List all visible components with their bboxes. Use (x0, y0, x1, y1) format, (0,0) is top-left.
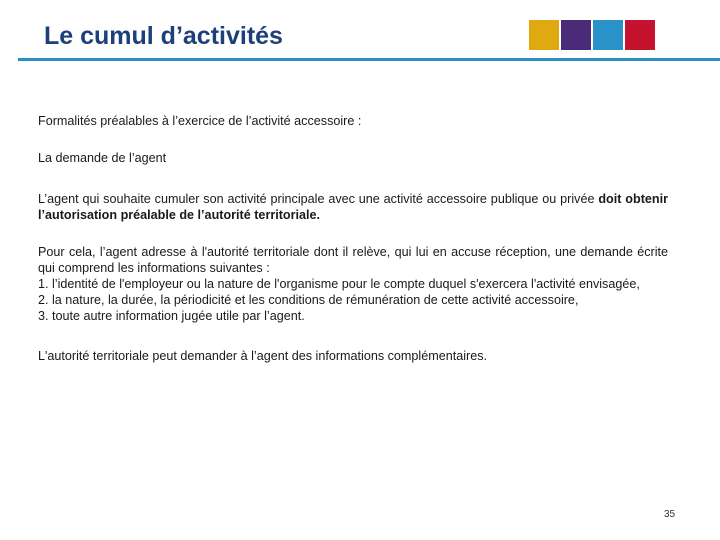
intro-text: Formalités préalables à l’exercice de l’activité accessoire : (38, 114, 362, 128)
authorization-bold-text: doit obtenir l’autorisation préalable de l’autorité territoriale. (38, 192, 668, 222)
accent-swatch-yellow (529, 20, 559, 50)
list-item: 1. l’identité de l'employeur ou la nature de l'organisme pour le compte duquel s'exercera l'activité envisagée, (38, 277, 640, 291)
page-number: 35 (664, 509, 676, 520)
request-paragraph (38, 244, 668, 324)
accent-swatch-blue (593, 20, 623, 50)
accent-swatch-red (625, 20, 655, 50)
page-title: Le cumul d’activités (44, 22, 283, 50)
section-heading: La demande de l’agent (38, 151, 167, 165)
authorization-paragraph (38, 191, 668, 223)
accent-swatch-purple (561, 20, 591, 50)
list-item: 3. toute autre information jugée utile par l’agent. (38, 309, 305, 323)
slide-body (38, 113, 668, 364)
authorization-text: L’agent qui souhaite cumuler son activité principale avec une activité accessoire publique ou privée (38, 192, 599, 206)
closing-text: L'autorité territoriale peut demander à l’agent des informations complémentaires. (38, 349, 488, 363)
title-underline (18, 58, 720, 61)
color-swatches (529, 20, 655, 50)
request-intro: Pour cela, l’agent adresse à l'autorité territoriale dont il relève, qui lui en accuse réception, une demande écrite qui comprend les informations suivantes : (38, 245, 668, 275)
list-item: 2. la nature, la durée, la périodicité et les conditions de rémunération de cette activité accessoire, (38, 293, 579, 307)
